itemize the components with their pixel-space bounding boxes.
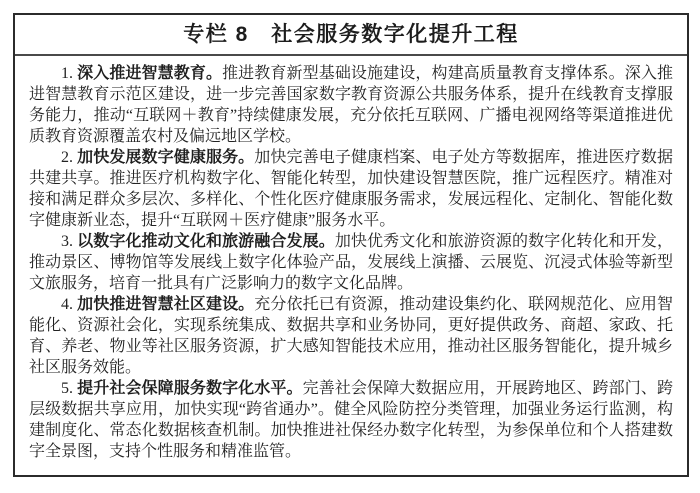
paragraph-5-lead: 提升社会保障服务数字化水平。	[77, 380, 303, 397]
column-title: 专栏 8 社会服务数字化提升工程	[15, 15, 687, 56]
paragraph-3	[29, 231, 673, 294]
paragraph-4	[29, 294, 673, 378]
paragraph-1-text: 推进教育新型基础设施建设，构建高质量教育支撑体系。深入推进智慧教育示范区建设，进一步完善国家数字教育资源公共服务体系，提升在线教育支撑服务能力，推动“互联网＋教育”持续健康发展，充分依托互联网、广播电视网络等渠道推进优质教育资源覆盖农村及偏远地区学校。	[29, 65, 673, 145]
column-body	[15, 56, 687, 472]
paragraph-5-number: 5.	[61, 380, 78, 397]
paragraph-2-text: 加快完善电子健康档案、电子处方等数据库，推进医疗数据共建共享。推进医疗机构数字化、智能化转型，加快建设智慧医院，推广远程医疗。精准对接和满足群众多层次、多样化、个性化医疗健康服务需求，发展远程化、定制化、智能化数字健康新业态，提升“互联网＋医疗健康”服务水平。	[29, 149, 673, 229]
paragraph-1	[29, 63, 673, 147]
paragraph-5	[29, 378, 673, 462]
paragraph-3-lead: 以数字化推动文化和旅游融合发展。	[77, 233, 335, 250]
paragraph-3-text: 加快优秀文化和旅游资源的数字化转化和开发，推动景区、博物馆等发展线上数字化体验产品，发展线上演播、云展览、沉浸式体验等新型文旅服务，培育一批具有广泛影响力的数字文化品牌。	[29, 233, 673, 292]
paragraph-1-lead: 深入推进智慧教育。	[77, 65, 223, 82]
column-box	[13, 13, 689, 477]
paragraph-1-number: 1.	[61, 65, 78, 82]
paragraph-2-lead: 加快发展数字健康服务。	[77, 149, 255, 166]
paragraph-2-number: 2.	[61, 149, 78, 166]
paragraph-4-number: 4.	[61, 296, 78, 313]
paragraph-4-lead: 加快推进智慧社区建设。	[77, 296, 255, 313]
paragraph-3-number: 3.	[61, 233, 78, 250]
paragraph-4-text: 充分依托已有资源，推动建设集约化、联网规范化、应用智能化、资源社会化，实现系统集成、数据共享和业务协同，更好提供政务、商超、家政、托育、养老、物业等社区服务资源，扩大感知智能技术应用，推动社区服务智能化，提升城乡社区服务效能。	[29, 296, 673, 376]
paragraph-2	[29, 147, 673, 231]
paragraph-5-text: 完善社会保障大数据应用，开展跨地区、跨部门、跨层级数据共享应用，加快实现“跨省通办”。健全风险防控分类管理，加强业务运行监测，构建制度化、常态化数据核查机制。加快推进社保经办数字化转型，为参保单位和个人搭建数字全景图，支持个性服务和精准监管。	[29, 380, 673, 460]
